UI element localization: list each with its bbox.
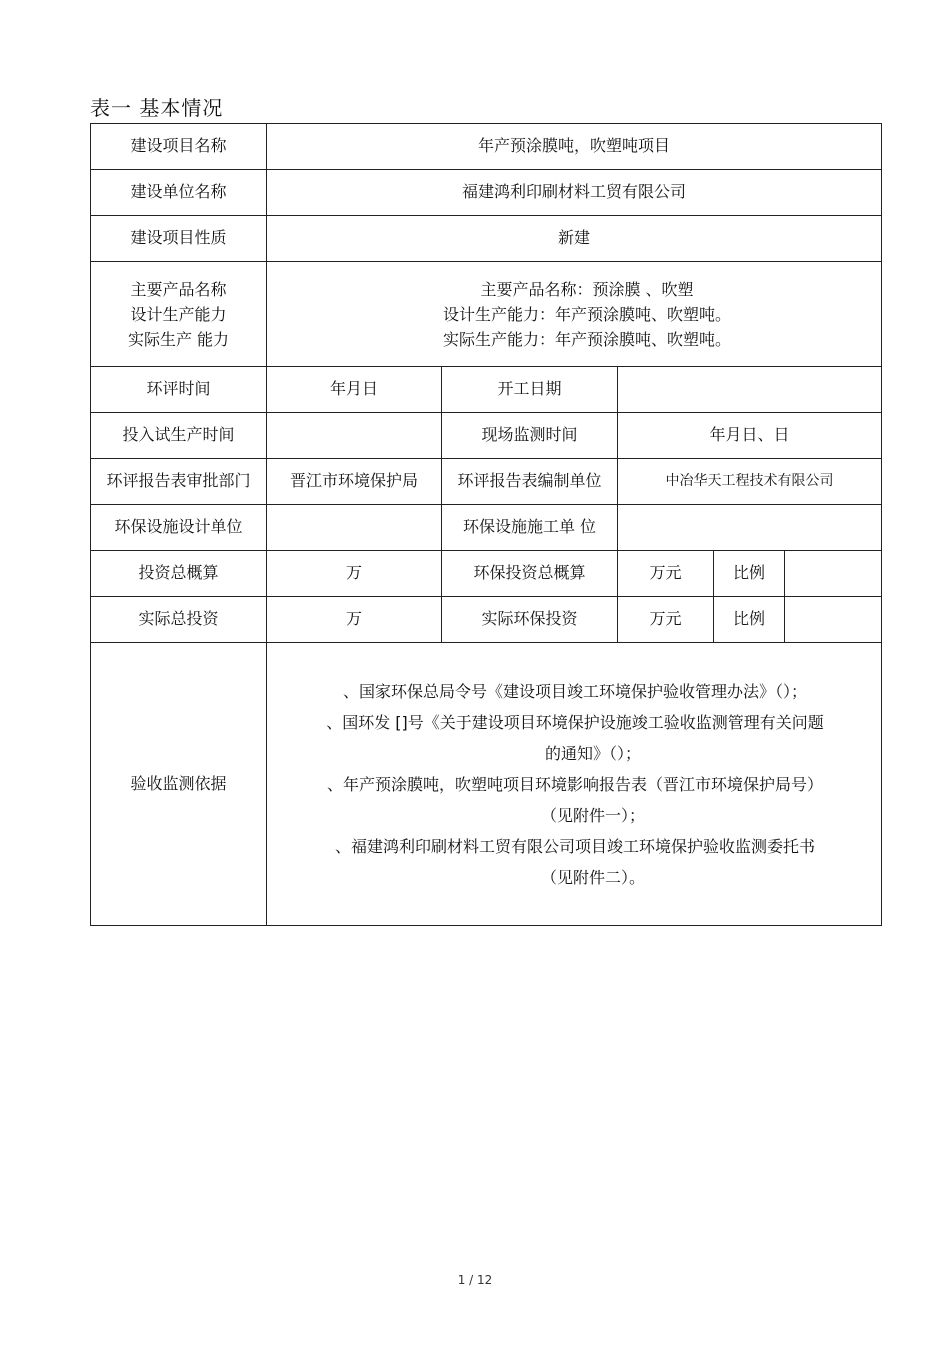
basis-line-1: 、国家环保总局令号《建设项目竣工环境保护验收管理办法》（）； bbox=[343, 681, 808, 701]
project-name-label: 建设项目名称 bbox=[91, 124, 267, 170]
row-approval bbox=[91, 459, 882, 505]
basic-info-table bbox=[90, 123, 882, 926]
approval-dept-label: 环评报告表审批部门 bbox=[91, 459, 267, 505]
budget-ratio-label: 比例 bbox=[714, 551, 785, 597]
budget-value: 万 bbox=[267, 551, 442, 597]
basis-line-3: 的通知》（）； bbox=[545, 743, 642, 763]
actual-invest-value: 万 bbox=[267, 597, 442, 643]
products-value-2: 设计生产能力：年产预涂膜吨、吹塑吨。 bbox=[443, 304, 732, 324]
trial-time-value bbox=[267, 413, 442, 459]
row-project-name bbox=[91, 124, 882, 170]
basis-content bbox=[267, 643, 882, 926]
products-labels bbox=[91, 262, 267, 367]
basis-line-5: （见附件一）； bbox=[541, 805, 646, 825]
construction-unit-value bbox=[618, 505, 882, 551]
row-basis bbox=[91, 643, 882, 926]
basis-line-2: 、国环发 []号《关于建设项目环境保护设施竣工验收监测管理有关问题 bbox=[326, 712, 824, 732]
design-unit-value bbox=[267, 505, 442, 551]
eia-time-label: 环评时间 bbox=[91, 367, 267, 413]
unit-name-label: 建设单位名称 bbox=[91, 170, 267, 216]
construction-unit-label: 环保设施施工单 位 bbox=[442, 505, 618, 551]
basis-line-6: 、福建鸿利印刷材料工贸有限公司项目竣工环境保护验收监测委托书 bbox=[335, 836, 816, 856]
products-value-3: 实际生产能力：年产预涂膜吨、吹塑吨。 bbox=[443, 329, 732, 349]
row-budget bbox=[91, 551, 882, 597]
basis-label: 验收监测依据 bbox=[91, 643, 267, 926]
eia-time-value: 年月日 bbox=[267, 367, 442, 413]
actual-invest-label: 实际总投资 bbox=[91, 597, 267, 643]
monitor-time-label: 现场监测时间 bbox=[442, 413, 618, 459]
project-name-value: 年产预涂膜吨，吹塑吨项目 bbox=[267, 124, 882, 170]
monitor-time-value: 年月日、日 bbox=[618, 413, 882, 459]
row-trial-time bbox=[91, 413, 882, 459]
products-label-3: 实际生产 能力 bbox=[127, 329, 230, 349]
basis-line-7: （见附件二）。 bbox=[541, 867, 646, 887]
unit-name-value: 福建鸿利印刷材料工贸有限公司 bbox=[267, 170, 882, 216]
nature-value: 新建 bbox=[267, 216, 882, 262]
row-design bbox=[91, 505, 882, 551]
budget-ratio-value bbox=[785, 551, 882, 597]
budget-label: 投资总概算 bbox=[91, 551, 267, 597]
env-budget-value: 万元 bbox=[618, 551, 714, 597]
row-actual bbox=[91, 597, 882, 643]
design-unit-label: 环保设施设计单位 bbox=[91, 505, 267, 551]
products-label-1: 主要产品名称 bbox=[130, 279, 227, 299]
approval-dept-value: 晋江市环境保护局 bbox=[267, 459, 442, 505]
start-date-value bbox=[618, 367, 882, 413]
actual-ratio-value bbox=[785, 597, 882, 643]
actual-ratio-label: 比例 bbox=[714, 597, 785, 643]
actual-env-invest-label: 实际环保投资 bbox=[442, 597, 618, 643]
start-date-label: 开工日期 bbox=[442, 367, 618, 413]
env-budget-label: 环保投资总概算 bbox=[442, 551, 618, 597]
trial-time-label: 投入试生产时间 bbox=[91, 413, 267, 459]
row-nature bbox=[91, 216, 882, 262]
products-value-1: 主要产品名称：预涂膜 、吹塑 bbox=[480, 279, 694, 299]
page-number: 1 / 12 bbox=[457, 1273, 493, 1287]
products-label-2: 设计生产能力 bbox=[130, 304, 227, 324]
row-eia-time bbox=[91, 367, 882, 413]
nature-label: 建设项目性质 bbox=[91, 216, 267, 262]
compiler-value: 中冶华天工程技术有限公司 bbox=[618, 459, 882, 505]
actual-env-invest-value: 万元 bbox=[618, 597, 714, 643]
row-unit-name bbox=[91, 170, 882, 216]
section-title: 表一 基本情况 bbox=[90, 96, 224, 120]
row-products bbox=[91, 262, 882, 367]
products-values bbox=[267, 262, 882, 367]
basis-line-4: 、年产预涂膜吨，吹塑吨项目环境影响报告表（晋江市环境保护局号） bbox=[327, 774, 824, 794]
compiler-label: 环评报告表编制单位 bbox=[442, 459, 618, 505]
